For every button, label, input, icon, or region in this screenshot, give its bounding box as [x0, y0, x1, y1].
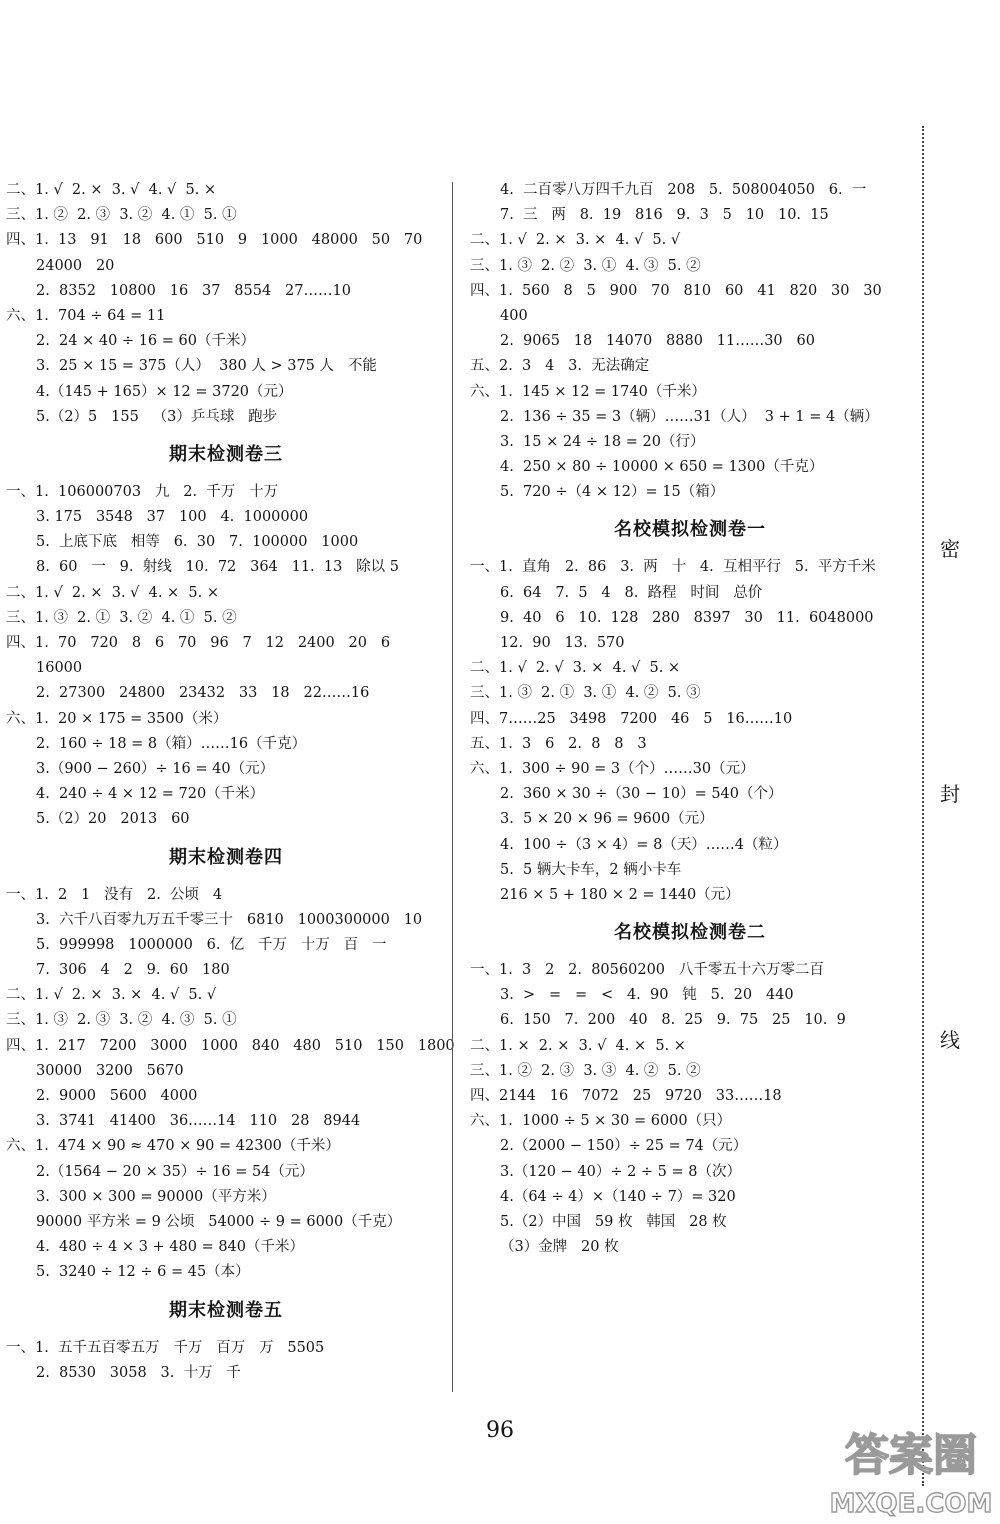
seal-char-feng: 封: [940, 782, 960, 806]
answer-line: 2. 24 × 40 ÷ 16 = 60（千米）: [36, 333, 255, 350]
answer-line: 三、1. ③ 2. ③ 3. ② 4. ③ 5. ①: [6, 1012, 237, 1029]
answer-line: 2. 136 ÷ 35 = 3（辆）……31（人） 3 + 1 = 4（辆）: [500, 408, 879, 425]
answer-line: 2. 360 × 30 ÷（30 − 10）= 540（个）: [500, 786, 783, 803]
answer-line: 一、1. 2 1 没有 2. 公顷 4: [6, 886, 223, 903]
answer-line: 90000 平方米 = 9 公顷 54000 ÷ 9 = 6000（千克）: [36, 1213, 402, 1230]
answer-line: 六、1. 300 ÷ 90 = 3（个）……30（元）: [470, 760, 755, 777]
answer-line: 2.（1564 − 20 × 35）÷ 16 = 54（元）: [36, 1163, 314, 1180]
column-divider: [452, 182, 453, 1392]
answer-line: 一、1. 106000703 九 2. 千万 十万: [6, 483, 279, 500]
answer-line: 二、1. √ 2. × 3. √ 4. × 5. ×: [6, 584, 220, 601]
answer-line: 7. 306 4 2 9. 60 180: [36, 962, 230, 979]
seal-dotted-line: [922, 126, 924, 1486]
answer-line: 400: [500, 307, 528, 324]
answer-line: 2. 27300 24800 23432 33 18 22……16: [36, 685, 370, 702]
answer-line: 5. 上底下底 相等 6. 30 7. 100000 1000: [36, 534, 359, 551]
answer-line: （3）金牌 20 枚: [500, 1239, 619, 1256]
answer-line: 5. 720 ÷（4 × 12）= 15（箱）: [500, 484, 725, 501]
answer-line: 3. 25 × 15 = 375（人） 380 人 > 375 人 不能: [36, 358, 377, 375]
answer-line: 5.（2）5 155 （3）乒乓球 跑步: [36, 408, 278, 425]
answer-line: 6. 150 7. 200 40 8. 25 9. 75 25 10. 9: [500, 1012, 846, 1029]
left-answer-column: [6, 178, 455, 1386]
answer-line: 5.（2）中国 59 枚 韩国 28 枚: [500, 1213, 727, 1230]
answer-line: 5. 3240 ÷ 12 ÷ 6 = 45（本）: [36, 1264, 250, 1281]
answer-line: 3.（120 − 40）÷ 2 ÷ 5 = 8（次）: [500, 1163, 741, 1180]
answer-line: 五、1. 3 6 2. 8 8 3: [470, 735, 647, 752]
answer-line: 6. 64 7. 5 4 8. 路程 时间 总价: [500, 584, 763, 601]
answer-line: 5. 999998 1000000 6. 亿 千万 十万 百 一: [36, 936, 387, 953]
answer-line: 三、1. ③ 2. ② 3. ① 4. ③ 5. ②: [470, 257, 701, 274]
answer-line: 3. > = = < 4. 90 钝 5. 20 440: [500, 987, 794, 1004]
page-number: 96: [486, 1418, 514, 1443]
answer-line: 三、1. ③ 2. ① 3. ② 4. ① 5. ②: [6, 609, 237, 626]
answer-line: 六、1. 704 ÷ 64 = 11: [6, 307, 166, 324]
answer-line: 一、1. 3 2 2. 80560200 八千零五十六万零二百: [470, 962, 824, 979]
answer-line: 216 × 5 + 180 × 2 = 1440（元）: [500, 886, 740, 903]
answer-line: 4.（64 ÷ 4）×（140 ÷ 7）= 320: [500, 1188, 736, 1205]
answer-line: 3. 5 × 20 × 96 = 9600（元）: [500, 811, 714, 828]
answer-line: 2. 160 ÷ 18 = 8（箱）……16（千克）: [36, 735, 307, 752]
answer-line: 四、1. 560 8 5 900 70 810 60 41 820 30 30: [470, 282, 882, 299]
watermark-logo: [826, 1412, 996, 1522]
answer-line: 4. 480 ÷ 4 × 3 + 480 = 840（千米）: [36, 1239, 305, 1256]
section-title: 期末检测卷三: [169, 443, 283, 465]
answer-line: 一、1. 五千五百零五万 千万 百万 万 5505: [6, 1339, 325, 1356]
answer-line: 三、1. ③ 2. ① 3. ① 4. ② 5. ③: [470, 685, 701, 702]
answer-line: 六、1. 145 × 12 = 1740（千米）: [470, 383, 706, 400]
answer-line: 30000 3200 5670: [36, 1062, 184, 1079]
answer-line: 3. 3741 41400 36……14 110 28 8944: [36, 1113, 361, 1130]
answer-line: 9. 40 6 10. 128 280 8397 30 11. 6048000: [500, 609, 874, 626]
section-title: 名校模拟检测卷二: [614, 922, 766, 944]
answer-line: 二、1. √ 2. × 3. √ 4. √ 5. ×: [6, 182, 217, 198]
answer-line: 3. 15 × 24 ÷ 18 = 20（行）: [500, 433, 705, 450]
answer-line: 四、1. 13 91 18 600 510 9 1000 48000 50 70: [6, 232, 423, 249]
answer-line: 3.（900 − 260）÷ 16 = 40（元）: [36, 760, 275, 777]
watermark-text-bottom: MXQE.COM: [829, 1489, 993, 1519]
answer-line: 2. 8352 10800 16 37 8554 27……10: [36, 282, 351, 299]
answer-line: 四、1. 70 720 8 6 70 96 7 12 2400 20 6: [6, 635, 391, 651]
answer-line: 5.（2）20 2013 60: [36, 811, 190, 828]
answer-line: 六、1. 20 × 175 = 3500（米）: [6, 710, 228, 727]
answer-line: 12. 90 13. 570: [500, 635, 625, 651]
answer-line: 3. 175 3548 37 100 4. 1000000: [36, 509, 309, 526]
answer-line: 二、1. √ 2. √ 3. × 4. √ 5. ×: [470, 660, 681, 677]
answer-line: 六、1. 1000 ÷ 5 × 30 = 6000（只）: [470, 1113, 732, 1130]
answer-line: 三、1. ② 2. ③ 3. ③ 4. ② 5. ②: [470, 1062, 701, 1079]
section-title: 名校模拟检测卷一: [614, 519, 766, 541]
answer-line: 二、1. √ 2. × 3. × 4. √ 5. √: [470, 232, 681, 249]
answer-line: 六、1. 474 × 90 ≈ 470 × 90 = 42300（千米）: [6, 1138, 340, 1155]
answer-line: 3. 六千八百零九万五千零三十 6810 1000300000 10: [36, 911, 423, 928]
answer-line: 2.（2000 − 150）÷ 25 = 74（元）: [500, 1138, 748, 1155]
answer-line: 2. 8530 3058 3. 十万 千: [36, 1364, 241, 1381]
section-title: 期末检测卷四: [169, 846, 283, 868]
answer-line: 4. 240 ÷ 4 × 12 = 720（千米）: [36, 786, 265, 803]
watermark-text-top: 答案圈: [845, 1430, 977, 1481]
answer-line: 4. 100 ÷（3 × 4）= 8（天）……4（粒）: [500, 836, 788, 853]
answer-line: 5. 5 辆大卡车，2 辆小卡车: [500, 861, 682, 878]
answer-line: 4.（145 + 165）× 12 = 3720（元）: [36, 383, 293, 400]
answer-line: 四、7……25 3498 7200 46 5 16……10: [470, 710, 793, 727]
answer-line: 二、1. × 2. × 3. √ 4. × 5. ×: [470, 1037, 686, 1054]
answer-line: 4. 250 × 80 ÷ 10000 × 650 = 1300（千克）: [500, 459, 824, 476]
answer-line: 2. 9000 5600 4000: [36, 1088, 198, 1104]
answer-line: 24000 20: [36, 257, 115, 274]
right-answer-column: [470, 178, 910, 1260]
seal-char-mi: 密: [940, 537, 960, 561]
answer-line: 3. 300 × 300 = 90000（平方米）: [36, 1188, 276, 1205]
seal-char-xian: 线: [940, 1028, 960, 1052]
answer-line: 一、1. 直角 2. 86 3. 两 十 4. 互相平行 5. 平方千米: [470, 559, 876, 576]
answer-line: 四、2144 16 7072 25 9720 33……18: [470, 1088, 782, 1104]
answer-line: 2. 9065 18 14070 8880 11……30 60: [500, 333, 815, 350]
section-title: 期末检测卷五: [169, 1299, 283, 1321]
answer-line: 8. 60 一 9. 射线 10. 72 364 11. 13 除以 5: [36, 559, 399, 576]
answer-line: 四、1. 217 7200 3000 1000 840 480 510 150 1800: [6, 1037, 455, 1054]
answer-line: 五、2. 3 4 3. 无法确定: [470, 358, 650, 375]
answer-line: 二、1. √ 2. × 3. × 4. √ 5. √: [6, 987, 217, 1004]
answer-line: 4. 二百零八万四千九百 208 5. 508004050 6. 一: [500, 182, 867, 198]
answer-line: 7. 三 两 8. 19 816 9. 3 5 10 10. 15: [500, 207, 829, 224]
answer-line: 三、1. ② 2. ③ 3. ② 4. ① 5. ①: [6, 207, 237, 224]
answer-line: 16000: [36, 660, 83, 677]
